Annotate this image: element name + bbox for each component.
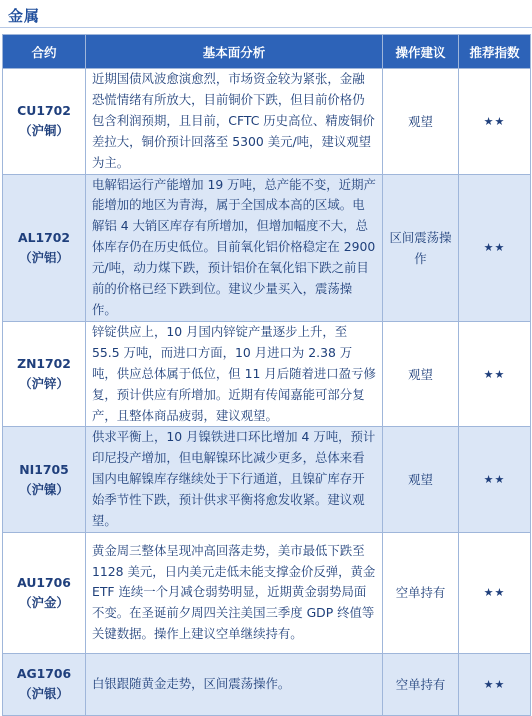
analysis-cell: 电解铝运行产能增加 19 万吨，总产能不变，近期产能增加的地区为青海，属于全国成本高的区域。电解铝 4 大销区库存有所增加，但增加幅度不大，总体库存仍在历史低位。目前氧化铝价格稳定在 2900 元/吨，动力煤下跌，预计铝价在氧化铝下跌之前目前的价格已经下跌到位。建议少量买入，震荡操作。 — [86, 174, 383, 321]
table-row — [3, 532, 531, 653]
advice-cell: 区间震荡操作 — [383, 174, 459, 321]
contract-cell — [3, 532, 86, 653]
rating-stars: ★★ — [459, 321, 531, 427]
contract-name: （沪银） — [19, 686, 69, 702]
contract-code: AL1702 — [18, 229, 70, 245]
table-row — [3, 69, 531, 175]
analysis-cell: 近期国债风波愈演愈烈，市场资金较为紧张，金融恐慌情绪有所放大，目前铜价下跌，但目前价格仍包含利润预期，且目前，CFTC 历史高位、精废铜价差拉大，铜价预计回落至 5300 美元/吨，建议观望为主。 — [86, 69, 383, 175]
header-rating: 推荐指数 — [459, 35, 531, 69]
analysis-cell: 白银跟随黄金走势，区间震荡操作。 — [86, 653, 383, 715]
analysis-cell: 黄金周三整体呈现冲高回落走势，美市最低下跌至 1128 美元，日内美元走低未能支撑金价反弹，黄金 ETF 连续一个月减仓弱势明显，近期黄金弱势局面不变。在圣诞前夕周四关注美国三季度 GDP 终值等关键数据。操作上建议空单继续持有。 — [86, 532, 383, 653]
analysis-cell: 锌锭供应上，10 月国内锌锭产量逐步上升，至 55.5 万吨，而进口方面，10 月进口为 2.38 万吨，供应总体属于低位，但 11 月后随着进口盈亏修复，预计供应有所增加。近期有传闻嘉能可部分复产，且整体商品疲弱，建议观望。 — [86, 321, 383, 427]
contract-name: （沪金） — [19, 594, 69, 610]
contract-code: NI1705 — [19, 461, 69, 477]
rating-stars: ★★ — [459, 427, 531, 533]
analysis-cell: 供求平衡上，10 月镍铁进口环比增加 4 万吨，预计印尼投产增加，但电解镍环比减少更多，总体来看国内电解镍库存继续处于下行通道，且镍矿库存开始季节性下跌，预计供求平衡将愈发收紧。建议观望。 — [86, 427, 383, 533]
rating-stars: ★★ — [459, 532, 531, 653]
contract-cell — [3, 321, 86, 427]
contract-name: （沪铜） — [19, 123, 69, 139]
table-row — [3, 321, 531, 427]
table-row — [3, 427, 531, 533]
table-header-row — [3, 35, 531, 69]
contract-cell — [3, 174, 86, 321]
contract-name: （沪锌） — [19, 376, 69, 392]
contract-cell — [3, 653, 86, 715]
contract-code: CU1702 — [17, 103, 71, 119]
advice-cell: 观望 — [383, 427, 459, 533]
metals-strategy-table — [2, 34, 531, 716]
contract-name: （沪铝） — [19, 249, 69, 265]
contract-name: （沪镍） — [19, 481, 69, 497]
contract-cell — [3, 427, 86, 533]
section-title: 金属 — [8, 7, 41, 25]
header-contract: 合约 — [3, 35, 86, 69]
rating-stars: ★★ — [459, 653, 531, 715]
title-divider — [0, 27, 532, 28]
advice-cell: 观望 — [383, 321, 459, 427]
advice-cell: 观望 — [383, 69, 459, 175]
rating-stars: ★★ — [459, 69, 531, 175]
header-advice: 操作建议 — [383, 35, 459, 69]
contract-code: AU1706 — [17, 574, 71, 590]
advice-cell: 空单持有 — [383, 532, 459, 653]
rating-stars: ★★ — [459, 174, 531, 321]
contract-code: ZN1702 — [17, 356, 71, 372]
header-analysis: 基本面分析 — [86, 35, 383, 69]
contract-code: AG1706 — [16, 666, 72, 682]
table-row — [3, 174, 531, 321]
advice-cell: 空单持有 — [383, 653, 459, 715]
table-row — [3, 653, 531, 715]
contract-cell — [3, 69, 86, 175]
